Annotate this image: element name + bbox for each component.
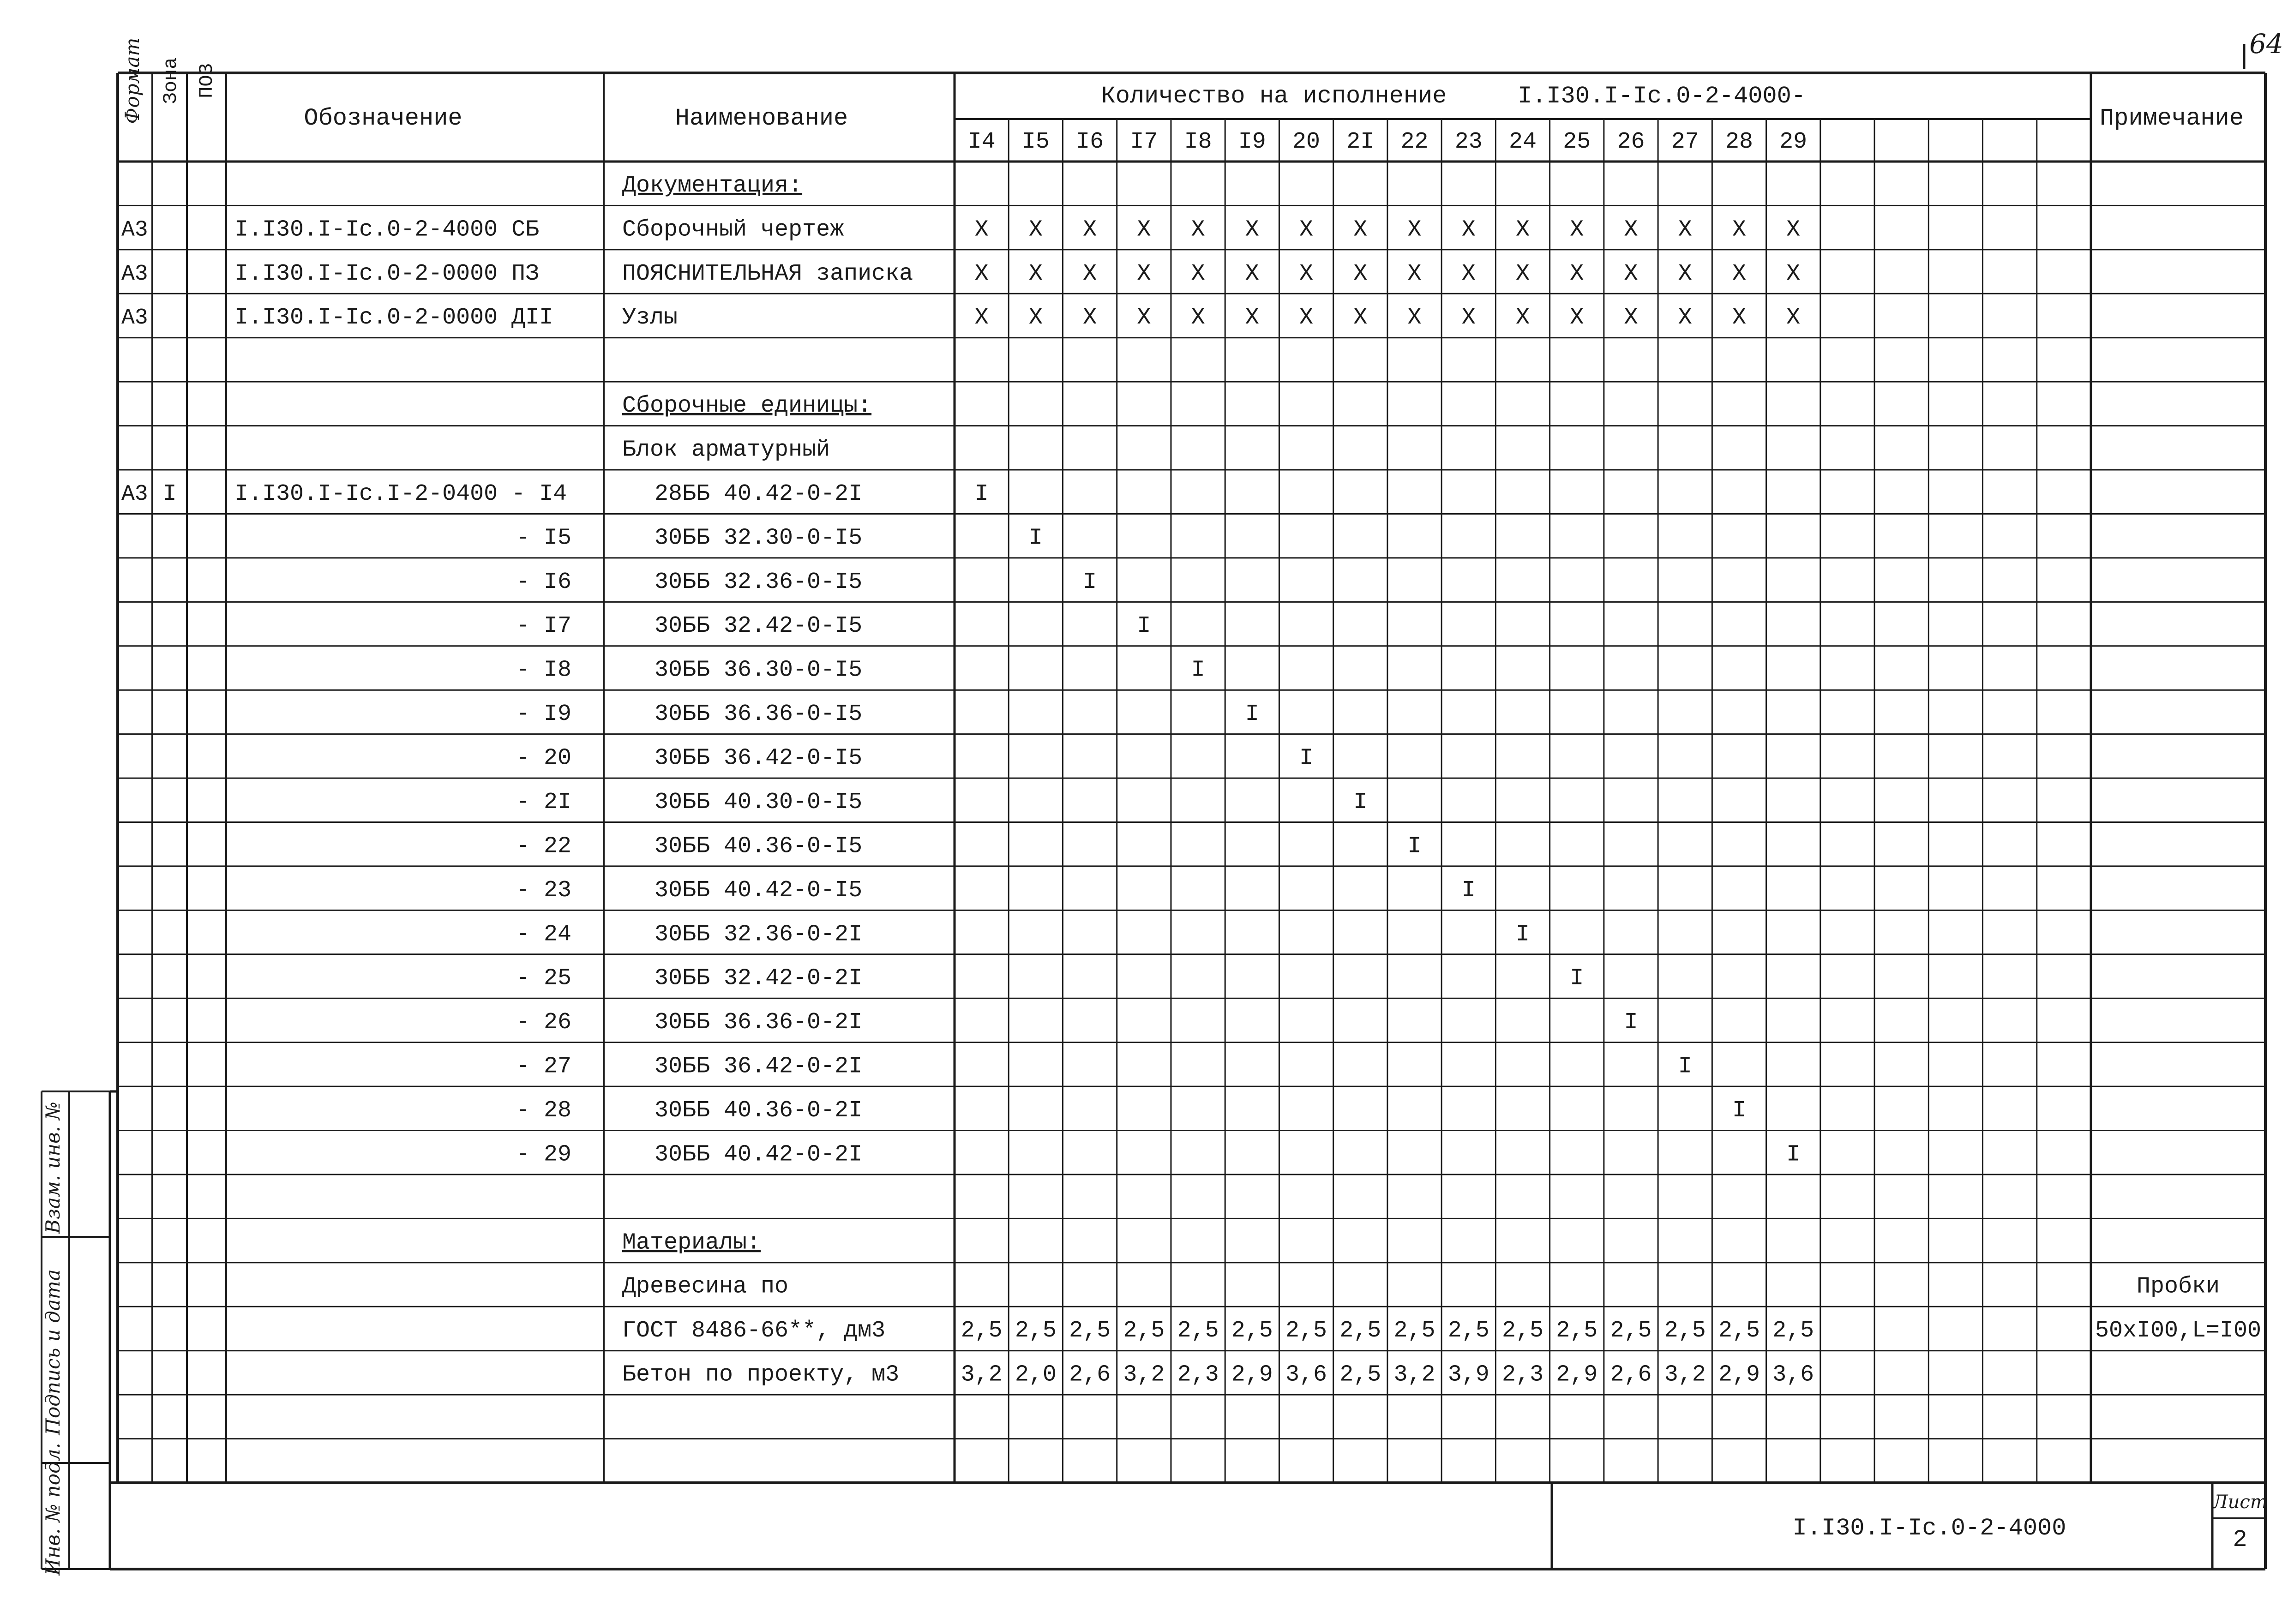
cell-name: Документация: [622, 172, 803, 199]
cell-quantity: 2,5 [1069, 1318, 1111, 1344]
cell-designation: - 28 [516, 1097, 571, 1124]
variant-header: 20 [1292, 129, 1321, 155]
cell-zone: I [162, 480, 177, 507]
variant-header: 24 [1508, 129, 1537, 155]
cell-designation: I.I30.I-Iс.0-2-0000 ДII [234, 305, 553, 331]
table-text [121, 129, 2261, 1388]
cell-quantity: 2,6 [1610, 1361, 1652, 1388]
cell-quantity: I [1570, 965, 1584, 992]
cell-designation: - I7 [516, 613, 571, 640]
cell-quantity: X [1624, 216, 1638, 243]
variant-header: I6 [1076, 129, 1104, 155]
variant-header: 22 [1400, 129, 1429, 155]
header-designation: Обозначение [304, 105, 462, 132]
cell-quantity: 2,5 [1664, 1318, 1706, 1344]
cell-designation: - 27 [516, 1053, 571, 1080]
cell-name: 30ББ 40.36-0-I5 [655, 833, 863, 860]
cell-quantity: X [1678, 260, 1692, 287]
cell-quantity: I [1191, 657, 1205, 683]
stamp-replacement-inv: Взам. инв. № [42, 1102, 64, 1234]
cell-name: 30ББ 32.36-0-I5 [655, 569, 863, 595]
cell-quantity: I [1407, 833, 1422, 860]
cell-name: 30ББ 36.42-0-2I [655, 1053, 863, 1080]
cell-quantity: I [1353, 789, 1368, 815]
header-format: Формат [121, 37, 144, 124]
cell-quantity: 2,5 [1501, 1318, 1544, 1344]
cell-quantity: I [1245, 701, 1259, 728]
cell-designation: - I8 [516, 657, 571, 683]
cell-quantity: X [1353, 216, 1368, 243]
cell-quantity: 2,5 [1231, 1318, 1273, 1344]
cell-quantity: X [974, 216, 989, 243]
cell-quantity: I [1028, 525, 1043, 551]
cell-quantity: 2,5 [1718, 1318, 1760, 1344]
cell-quantity: X [1570, 216, 1584, 243]
cell-name: Бетон по проекту, м3 [622, 1361, 900, 1388]
cell-quantity: X [1028, 305, 1043, 331]
cell-quantity: I [1515, 921, 1530, 948]
cell-name: ПОЯСНИТЕЛЬНАЯ записка [622, 260, 913, 287]
cell-quantity: 2,9 [1231, 1361, 1273, 1388]
cell-quantity: 2,5 [1447, 1318, 1489, 1344]
cell-quantity: X [1245, 216, 1259, 243]
cell-quantity: 2,0 [1015, 1361, 1057, 1388]
title-block-sheet-number: 2 [2233, 1526, 2247, 1553]
variant-header: I8 [1184, 129, 1212, 155]
cell-quantity: 2,3 [1501, 1361, 1544, 1388]
cell-name: 30ББ 40.36-0-2I [655, 1097, 863, 1124]
cell-quantity: X [1515, 260, 1530, 287]
cell-note: Пробки [2136, 1273, 2220, 1300]
cell-quantity: 3,2 [1123, 1361, 1165, 1388]
cell-quantity: I [1786, 1141, 1801, 1168]
cell-designation: - 24 [516, 921, 571, 948]
cell-quantity: X [1191, 260, 1205, 287]
cell-note: 50xI00,L=I00 [2095, 1318, 2262, 1344]
cell-quantity: X [1407, 216, 1422, 243]
cell-name: Сборочные единицы: [622, 393, 872, 419]
cell-designation: - 22 [516, 833, 571, 860]
cell-quantity: 3,2 [1393, 1361, 1435, 1388]
cell-quantity: 3,9 [1447, 1361, 1489, 1388]
cell-quantity: 2,5 [1339, 1318, 1381, 1344]
cell-name: 30ББ 32.36-0-2I [655, 921, 863, 948]
variant-header: 28 [1725, 129, 1753, 155]
cell-quantity: 2,5 [1772, 1318, 1814, 1344]
cell-quantity: X [1407, 260, 1422, 287]
cell-designation: - 26 [516, 1009, 571, 1036]
cell-quantity: X [974, 260, 989, 287]
cell-quantity: X [1678, 216, 1692, 243]
cell-quantity: X [1299, 216, 1314, 243]
stamp-signature-date: Подпись и дата [42, 1269, 64, 1435]
cell-quantity: I [1299, 745, 1314, 772]
cell-quantity: X [1732, 305, 1746, 331]
cell-quantity: X [1786, 260, 1801, 287]
cell-quantity: 2,9 [1556, 1361, 1598, 1388]
cell-quantity: X [1245, 260, 1259, 287]
header-quantity-code: I.I30.I-Iс.0-2-4000- [1517, 83, 1806, 110]
cell-quantity: 2,5 [1339, 1361, 1381, 1388]
header-quantity-title: Количество на исполнение [1101, 83, 1447, 110]
cell-name: Блок арматурный [622, 437, 830, 463]
cell-quantity: 2,5 [1556, 1318, 1598, 1344]
cell-quantity: X [1461, 260, 1476, 287]
cell-quantity: X [1515, 216, 1530, 243]
cell-quantity: 3,2 [1664, 1361, 1706, 1388]
cell-name: ГОСТ 8486-66**, дм3 [622, 1318, 886, 1344]
variant-header: 29 [1779, 129, 1808, 155]
cell-quantity: X [1137, 260, 1151, 287]
cell-quantity: X [1461, 216, 1476, 243]
variant-header: 23 [1454, 129, 1483, 155]
cell-name: 30ББ 36.42-0-I5 [655, 745, 863, 772]
variant-header: I5 [1021, 129, 1050, 155]
cell-quantity: X [1299, 305, 1314, 331]
cell-quantity: X [1083, 216, 1097, 243]
variant-header: 2I [1346, 129, 1375, 155]
stamp-original-inv: Инв. № подл. [42, 1443, 64, 1576]
cell-designation: - 23 [516, 877, 571, 904]
variant-header: 26 [1617, 129, 1645, 155]
variant-header: I4 [967, 129, 996, 155]
cell-quantity: 2,9 [1718, 1361, 1760, 1388]
cell-name: 30ББ 32.30-0-I5 [655, 525, 863, 551]
cell-quantity: I [1678, 1053, 1692, 1080]
cell-quantity: X [1353, 260, 1368, 287]
cell-designation: - I6 [516, 569, 571, 595]
cell-quantity: I [1624, 1009, 1638, 1036]
cell-quantity: X [1407, 305, 1422, 331]
cell-designation: - I9 [516, 701, 571, 728]
cell-quantity: X [1786, 305, 1801, 331]
cell-quantity: X [1083, 305, 1097, 331]
cell-format: А3 [121, 217, 148, 243]
cell-quantity: X [1353, 305, 1368, 331]
cell-quantity: X [974, 305, 989, 331]
cell-name: Древесина по [622, 1273, 789, 1300]
cell-quantity: 3,2 [961, 1361, 1003, 1388]
cell-quantity: 2,3 [1177, 1361, 1219, 1388]
cell-quantity: X [1299, 260, 1314, 287]
cell-name: 28ББ 40.42-0-2I [655, 480, 863, 507]
cell-quantity: X [1732, 260, 1746, 287]
cell-quantity: I [1732, 1097, 1746, 1124]
cell-quantity: 2,5 [1123, 1318, 1165, 1344]
title-block-sheet-label: Лист [2212, 1492, 2268, 1513]
cell-designation: - 25 [516, 965, 571, 992]
cell-name: 30ББ 40.30-0-I5 [655, 789, 863, 815]
cell-format: А3 [121, 306, 148, 331]
cell-quantity: X [1191, 216, 1205, 243]
cell-name: 30ББ 32.42-0-2I [655, 965, 863, 992]
variant-header: 27 [1671, 129, 1699, 155]
cell-quantity: X [1624, 260, 1638, 287]
header-pos: ПОЗ [196, 63, 218, 98]
cell-quantity: I [1461, 877, 1476, 904]
cell-quantity: 2,5 [1015, 1318, 1057, 1344]
cell-format: А3 [121, 481, 148, 507]
cell-quantity: 2,5 [961, 1318, 1003, 1344]
cell-quantity: I [1137, 613, 1151, 640]
cell-quantity: X [1624, 305, 1638, 331]
cell-quantity: X [1732, 216, 1746, 243]
cell-name: 30ББ 32.42-0-I5 [655, 613, 863, 640]
cell-designation: - 2I [516, 789, 571, 815]
header-notes: Примечание [2099, 105, 2244, 132]
cell-quantity: X [1678, 305, 1692, 331]
cell-quantity: 2,5 [1285, 1318, 1327, 1344]
cell-quantity: X [1570, 260, 1584, 287]
cell-quantity: X [1461, 305, 1476, 331]
cell-format: А3 [121, 261, 148, 287]
cell-name: 30ББ 40.42-0-2I [655, 1141, 863, 1168]
cell-quantity: X [1245, 305, 1259, 331]
cell-designation: - I5 [516, 525, 571, 551]
cell-quantity: X [1570, 305, 1584, 331]
cell-quantity: X [1191, 305, 1205, 331]
cell-quantity: 3,6 [1772, 1361, 1814, 1388]
cell-quantity: X [1137, 216, 1151, 243]
cell-name: 30ББ 36.36-0-I5 [655, 701, 863, 728]
header-zone: Зона [160, 57, 182, 104]
cell-name: Узлы [622, 305, 678, 331]
variant-header: I7 [1130, 129, 1158, 155]
cell-designation: - 20 [516, 745, 571, 772]
cell-quantity: 2,5 [1177, 1318, 1219, 1344]
cell-quantity: 2,6 [1069, 1361, 1111, 1388]
cell-quantity: I [974, 480, 989, 507]
cell-quantity: X [1028, 260, 1043, 287]
cell-designation: I.I30.I-Iс.0-2-0000 ПЗ [234, 260, 540, 287]
cell-name: 30ББ 36.36-0-2I [655, 1009, 863, 1036]
cell-quantity: X [1137, 305, 1151, 331]
cell-name: 30ББ 40.42-0-I5 [655, 877, 863, 904]
header-name: Наименование [675, 105, 848, 132]
cell-quantity: X [1786, 216, 1801, 243]
variant-header: I9 [1238, 129, 1266, 155]
cell-quantity: 3,6 [1285, 1361, 1327, 1388]
cell-quantity: X [1028, 216, 1043, 243]
cell-name: 30ББ 36.30-0-I5 [655, 657, 863, 683]
cell-quantity: X [1515, 305, 1530, 331]
title-block-doc-code: I.I30.I-Iс.0-2-4000 [1792, 1515, 2066, 1542]
cell-designation: I.I30.I-Iс.0-2-4000 СБ [234, 216, 540, 243]
variant-header: 25 [1563, 129, 1591, 155]
cell-name: Сборочный чертеж [622, 216, 844, 243]
cell-quantity: 2,5 [1610, 1318, 1652, 1344]
cell-quantity: I [1083, 569, 1097, 595]
cell-designation: - 29 [516, 1141, 571, 1168]
cell-name: Материалы: [622, 1229, 761, 1256]
cell-quantity: 2,5 [1393, 1318, 1435, 1344]
cell-designation: I.I30.I-Iс.I-2-0400 - I4 [234, 480, 567, 507]
page-number: 64 [2249, 28, 2283, 60]
cell-quantity: X [1083, 260, 1097, 287]
